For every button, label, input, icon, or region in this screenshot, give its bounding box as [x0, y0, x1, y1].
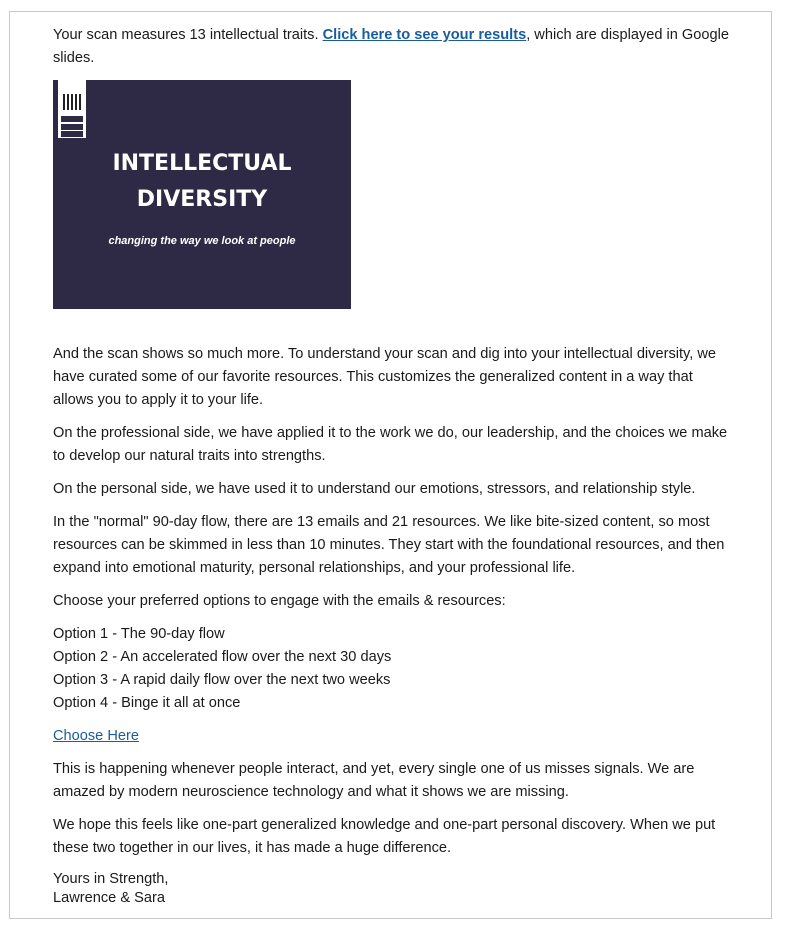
paragraph: We hope this feels like one-part generalized knowledge and one-part personal discovery. When we put these two together in our lives, it has made a huge difference.: [53, 817, 716, 856]
option-item: Option 2 - An accelerated flow over the next 30 days: [53, 649, 392, 665]
choose-here-link[interactable]: Choose Here: [53, 728, 139, 744]
intro-text: Your scan measures 13 intellectual traits.: [53, 27, 323, 43]
paragraph: And the scan shows so much more. To understand your scan and dig into your intellectual diversity, we have curated some of our favorite resources. This customizes the generalized content in a way that allows you to apply it to your life.: [53, 346, 717, 408]
intro-text-after: , which are displayed in Google slides.: [53, 27, 729, 66]
option-item: Option 3 - A rapid daily flow over the next two weeks: [53, 672, 391, 688]
signoff: Yours in Strength,: [53, 871, 169, 887]
options-list: [53, 623, 733, 715]
intellectual-scan-logo: [58, 80, 86, 138]
option-item: Option 4 - Binge it all at once: [53, 695, 241, 711]
paragraph: In the "normal" 90-day flow, there are 13 emails and 21 resources. We like bite-sized content, so most resources can be skimmed in less than 10 minutes. They start with the foundational resources, and then expand into emotional maturity, personal relationships, and your professional life.: [53, 514, 725, 576]
paragraph: On the professional side, we have applied it to the work we do, our leadership, and the choices we make to develop our natural traits into strengths.: [53, 425, 728, 464]
intellectual-diversity-banner[interactable]: [53, 80, 351, 309]
see-results-link[interactable]: Click here to see your results: [322, 27, 527, 43]
intro-paragraph: [53, 24, 733, 70]
email-body: [53, 24, 733, 908]
paragraph: This is happening whenever people interact, and yet, every single one of us misses signals. We are amazed by modern neuroscience technology and what it shows we are missing.: [53, 761, 695, 800]
signature: Lawrence & Sara: [53, 890, 165, 906]
paragraph: On the personal side, we have used it to understand our emotions, stressors, and relationship style.: [53, 481, 696, 497]
paragraph: Choose your preferred options to engage with the emails & resources:: [53, 593, 506, 609]
banner-title: INTELLECTUAL DIVERSITY: [112, 151, 292, 212]
banner-tagline: changing the way we look at people: [108, 235, 296, 247]
option-item: Option 1 - The 90-day flow: [53, 626, 225, 642]
signature-block: [53, 870, 733, 908]
